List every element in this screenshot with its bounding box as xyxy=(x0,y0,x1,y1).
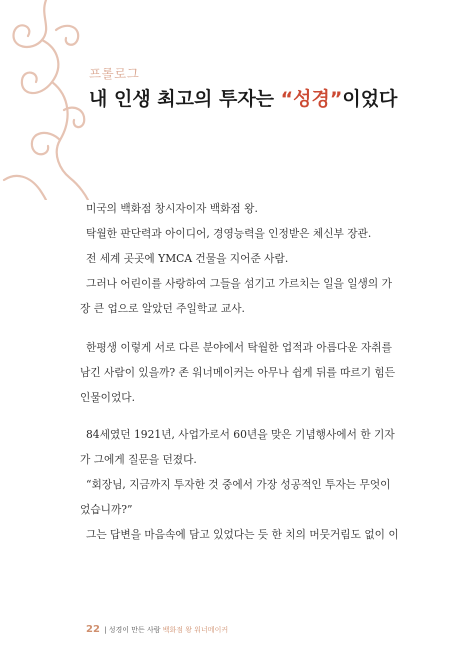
text-line: 장 큰 업으로 알았던 주일학교 교사. xyxy=(80,302,245,315)
text-line: 었습니까?” xyxy=(80,503,133,516)
title-part-2: 이었다 xyxy=(342,88,398,110)
decorative-flourish-icon xyxy=(0,0,100,200)
section-label: 프롤로그 xyxy=(89,66,140,81)
text-line: 그러나 어린이를 사랑하여 그들을 섬기고 가르치는 일을 일생의 가 xyxy=(86,277,392,290)
title-accent: “성경” xyxy=(280,88,343,110)
page-footer xyxy=(86,624,228,635)
text-line: 84세였던 1921년, 사업가로서 60년을 맞은 기념행사에서 한 기자 xyxy=(86,428,395,441)
text-line: 그는 답변을 마음속에 담고 있었다는 듯 한 치의 머뭇거림도 없이 이 xyxy=(86,528,399,541)
footer-separator: | xyxy=(104,626,107,634)
text-line: 미국의 백화점 창시자이자 백화점 왕. xyxy=(86,202,258,215)
page-number: 22 xyxy=(86,624,100,635)
text-line: 가 그에게 질문을 던졌다. xyxy=(80,453,197,466)
title-part-1: 내 인생 최고의 투자는 xyxy=(89,88,281,110)
body-text xyxy=(80,202,399,553)
footer-book-title: 백화점 왕 워너메이커 xyxy=(162,626,229,634)
text-line: 탁월한 판단력과 아이디어, 경영능력을 인정받은 체신부 장관. xyxy=(86,227,372,240)
text-line: 전 세계 곳곳에 YMCA 건물을 지어준 사람. xyxy=(86,252,289,265)
footer-book-text: 성경이 만든 사람 xyxy=(108,626,161,634)
text-line: “회장님, 지금까지 투자한 것 중에서 가장 성공적인 투자는 무엇이 xyxy=(86,478,391,491)
text-line: 한평생 이렇게 서로 다른 분야에서 탁월한 업적과 아름다운 자취를 xyxy=(86,341,392,354)
chapter-title xyxy=(89,84,397,111)
text-line: 남긴 사람이 있을까? 존 워너메이커는 아무나 쉽게 뒤를 따르기 힘든 xyxy=(80,366,396,379)
text-line: 인물이었다. xyxy=(80,391,136,404)
